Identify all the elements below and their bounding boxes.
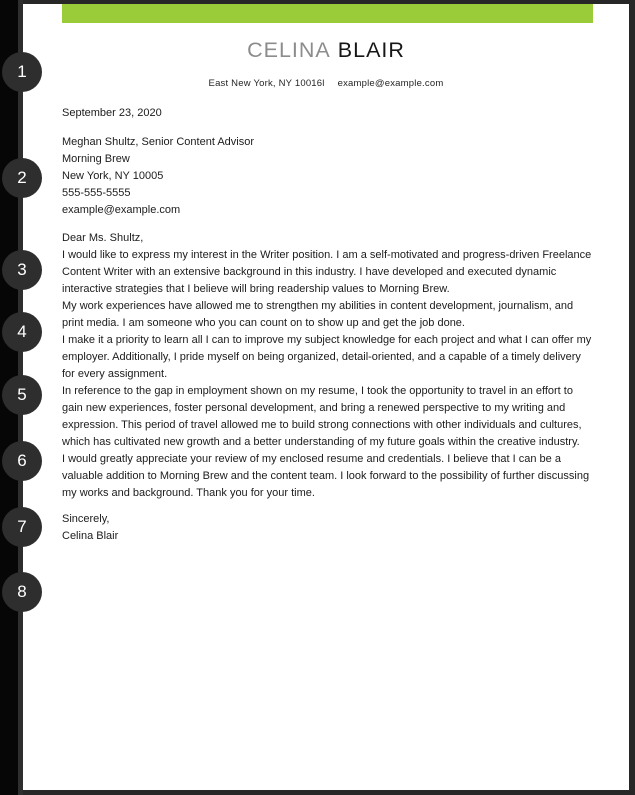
body-paragraph: In reference to the gap in employment shown on my resume, I took the opportunity to travel in an effort to gain new experiences, foster personal development, and bring a renewed perspective to my writing and expression. This period of travel allowed me to build strong connections with other individuals and cultures, which has cultivated new growth and a better understanding of my future goals within the creative industry. xyxy=(62,385,582,448)
letter-date: September 23, 2020 xyxy=(62,107,162,119)
accent-bar xyxy=(62,4,593,23)
contact-email: example@example.com xyxy=(337,78,444,89)
contact-location: East New York, NY 10016l xyxy=(208,78,325,89)
letter-body xyxy=(23,105,629,545)
recipient-line: Meghan Shultz, Senior Content Advisor xyxy=(62,136,255,148)
body-paragraph: I would like to express my interest in the Writer position. I am a self-motivated and progress-driven Freelance Content Writer with an extensive background in this industry. I have developed and executed dynamic interactive strategies that I believe will bring readership values to Morning Brew. xyxy=(62,249,592,295)
candidate-last-name: BLAIR xyxy=(337,38,405,62)
recipient-block xyxy=(62,134,593,219)
recipient-line: Morning Brew xyxy=(62,153,130,165)
recipient-line: 555-555-5555 xyxy=(62,187,131,199)
step-marker-8: 8 xyxy=(2,572,42,612)
recipient-line: New York, NY 10005 xyxy=(62,170,164,182)
salutation: Dear Ms. Shultz, xyxy=(62,232,144,244)
body-paragraph: My work experiences have allowed me to strengthen my abilities in content development, journalism, and print media. I am someone who you can count on to show up and get the job done. xyxy=(62,300,574,329)
body-paragraph: I make it a priority to learn all I can to improve my subject knowledge for each project and what I can offer my employer. Additionally, I pride myself on being organized, detail-oriented, and a capable of a timely delivery for every assignment. xyxy=(62,334,592,380)
signature-name: Celina Blair xyxy=(62,530,119,542)
step-marker-4: 4 xyxy=(2,312,42,352)
closing-phrase: Sincerely, xyxy=(62,513,110,525)
step-marker-7: 7 xyxy=(2,507,42,547)
step-marker-5: 5 xyxy=(2,375,42,415)
step-marker-3: 3 xyxy=(2,250,42,290)
closing-block xyxy=(62,511,593,545)
letter-page xyxy=(23,4,629,790)
candidate-first-name: CELINA xyxy=(247,38,331,62)
step-marker-6: 6 xyxy=(2,441,42,481)
step-marker-2: 2 xyxy=(2,158,42,198)
contact-line xyxy=(23,78,629,89)
body-paragraph: I would greatly appreciate your review of my enclosed resume and credentials. I believe that I can be a valuable addition to Morning Brew and the content team. I look forward to the possibility of further discussing my works and background. Thank you for your time. xyxy=(62,453,590,499)
candidate-name xyxy=(23,38,629,63)
step-marker-1: 1 xyxy=(2,52,42,92)
recipient-line: example@example.com xyxy=(62,204,181,216)
